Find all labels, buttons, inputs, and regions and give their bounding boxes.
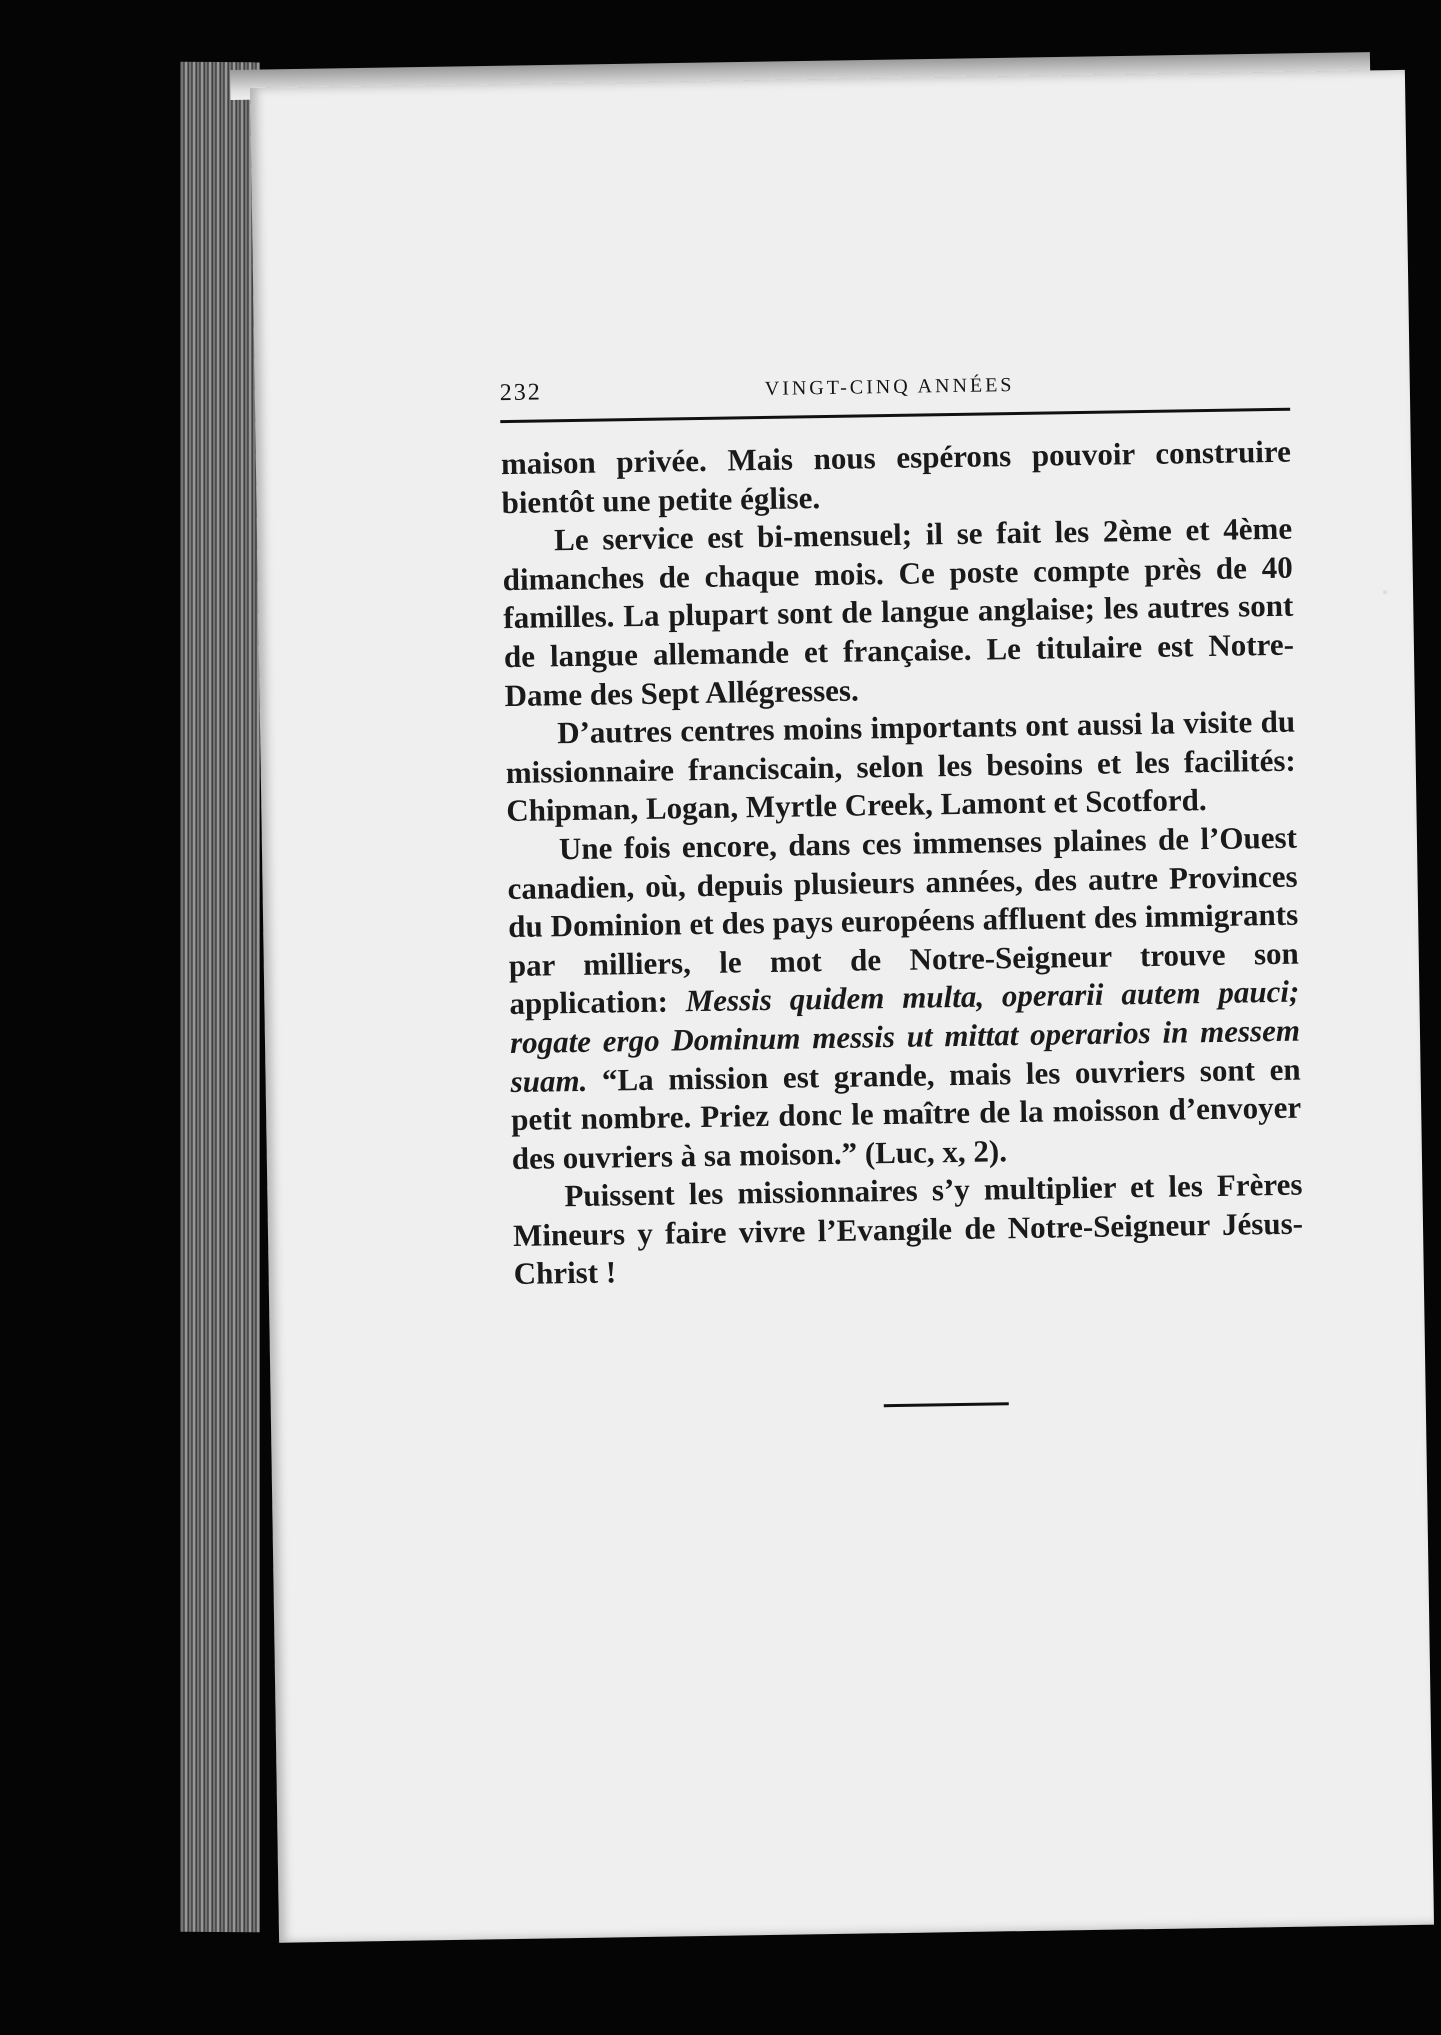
book-page-edges (180, 62, 260, 1933)
paragraph-text: Puissent les missionnaires s’y multiplier et les Frères Mineurs y faire vivre l’Evangile de Notre-Seigneur Jésus-Christ ! (512, 1166, 1304, 1292)
running-title: VINGT-CINQ ANNÉES (764, 374, 1015, 400)
paragraph-text: Une fois encore, dans ces immenses plaines de l’Ouest canadien, où, depuis plusieurs années, des autre Provinces du Dominion et des pays européens affluent des immigrants par milliers, le mot de Notre-Seigneur trouve son application: (507, 819, 1299, 1022)
paragraph-text: “La mission est grande, mais les ouvriers sont en petit nombre. Priez donc le maître de la moisson d’envoyer des ouvriers à sa moison.” (Luc, x, 2). (510, 1051, 1302, 1176)
latin-quote: Messis quidem multa, operarii autem pauci; rogate ergo Dominum messis ut mittat operarios in messem suam. (509, 973, 1301, 1099)
paragraph (507, 819, 1302, 1179)
paragraph-text: maison privée. Mais nous espérons pouvoir construire bientôt une petite église. (500, 433, 1292, 520)
page-number: 232 (499, 379, 543, 407)
page-content (500, 368, 1306, 1413)
end-rule (884, 1402, 1009, 1407)
body-text (501, 433, 1304, 1294)
paragraph (501, 433, 1292, 523)
paragraph (505, 703, 1297, 831)
paragraph (512, 1166, 1304, 1294)
paragraph-text: Le service est bi-mensuel; il se fait les 2ème et 4ème dimanches de chaque mois. Ce poste compte près de 40 familles. La plupart sont de langue anglaise; les autres sont de langue allemande et française. Le titulaire est Notre-Dame des Sept Allégresses. (502, 510, 1295, 713)
book-page (250, 70, 1434, 1943)
paragraph (502, 510, 1295, 715)
paper-speck (1383, 590, 1387, 594)
paragraph-text: D’autres centres moins importants ont aussi la visite du missionnaire franciscain, selon les besoins et les facilités: Chipman, Logan, Myrtle Creek, Lamont et Scotford. (505, 703, 1296, 829)
